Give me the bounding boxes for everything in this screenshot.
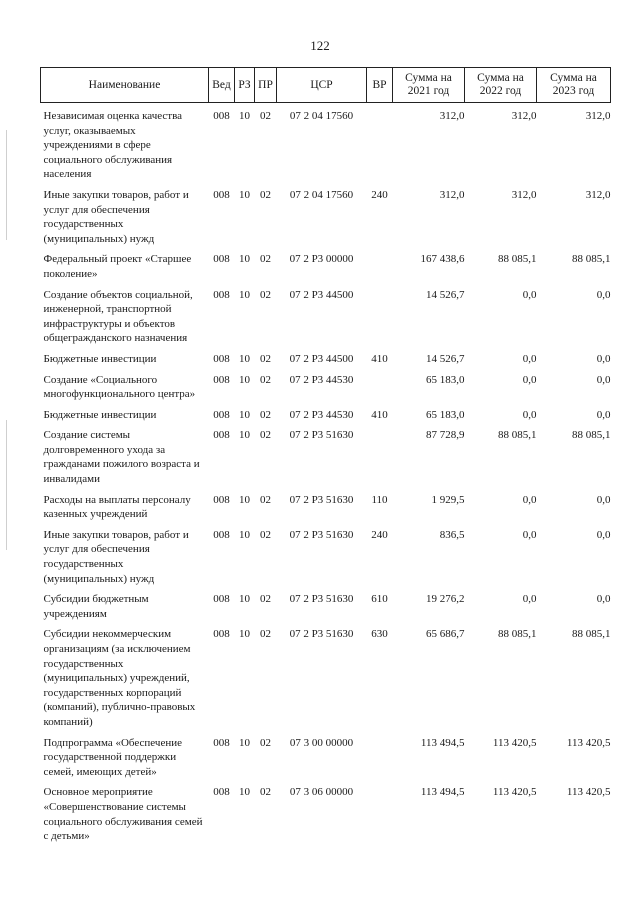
row-pr: 02 bbox=[260, 736, 271, 749]
row-rz: 10 bbox=[239, 736, 250, 749]
row-sum-2023: 88 085,1 bbox=[572, 429, 611, 442]
row-pr: 02 bbox=[260, 493, 271, 506]
row-pr: 02 bbox=[260, 373, 271, 386]
table-header-row bbox=[41, 68, 611, 103]
header-name: Наименование bbox=[41, 68, 209, 103]
row-rz: 10 bbox=[239, 786, 250, 799]
table-row bbox=[41, 428, 611, 486]
row-vr bbox=[367, 736, 393, 780]
row-ved: 008 bbox=[213, 736, 230, 749]
row-pr: 02 bbox=[260, 352, 271, 365]
row-sum-2023: 312,0 bbox=[585, 110, 611, 122]
row-vr: 610 bbox=[371, 593, 388, 606]
row-sum-2023: 0,0 bbox=[596, 408, 611, 421]
table-row bbox=[41, 288, 611, 346]
row-ved: 008 bbox=[213, 786, 230, 799]
row-rz: 10 bbox=[239, 373, 250, 386]
row-pr: 02 bbox=[260, 408, 271, 421]
row-sum-2022: 0,0 bbox=[522, 593, 537, 606]
header-rz: РЗ bbox=[235, 68, 255, 103]
row-sum-2021: 113 494,5 bbox=[420, 786, 465, 799]
row-rz: 10 bbox=[239, 493, 250, 506]
row-vr: 410 bbox=[371, 352, 388, 365]
header-sum-2022: Сумма на 2022 год bbox=[465, 68, 537, 103]
row-sum-2023: 88 085,1 bbox=[572, 253, 611, 266]
row-vr: 630 bbox=[371, 628, 388, 641]
table-row bbox=[41, 188, 611, 246]
row-sum-2023: 113 420,5 bbox=[566, 786, 611, 799]
row-name: Создание системы долговременного ухода за гражданами пожилого возраста и инвалидами bbox=[43, 429, 200, 486]
row-sum-2022: 88 085,1 bbox=[498, 429, 537, 442]
row-sum-2021: 312,0 bbox=[439, 188, 465, 201]
row-sum-2023: 113 420,5 bbox=[566, 736, 611, 749]
row-ved: 008 bbox=[213, 528, 230, 541]
row-name: Создание «Социального многофункционального центра» bbox=[43, 373, 196, 401]
row-pr: 02 bbox=[260, 253, 271, 266]
row-ved: 008 bbox=[213, 628, 230, 641]
row-csr: 07 2 P3 44530 bbox=[289, 373, 354, 386]
row-sum-2021: 19 276,2 bbox=[426, 593, 465, 606]
row-sum-2021: 113 494,5 bbox=[420, 736, 465, 749]
row-csr: 07 2 P3 00000 bbox=[289, 253, 354, 266]
row-csr: 07 3 00 00000 bbox=[289, 736, 354, 749]
table-body bbox=[41, 103, 611, 844]
row-csr: 07 2 P3 44500 bbox=[289, 352, 354, 365]
row-sum-2021: 14 526,7 bbox=[426, 288, 465, 301]
table-row bbox=[41, 109, 611, 182]
row-sum-2021: 65 686,7 bbox=[426, 628, 465, 641]
header-sum-2021: Сумма на 2021 год bbox=[393, 68, 465, 103]
row-pr: 02 bbox=[260, 188, 271, 201]
row-sum-2022: 0,0 bbox=[522, 352, 537, 365]
row-name: Расходы на выплаты персоналу казенных учреждений bbox=[43, 493, 191, 521]
row-ved: 008 bbox=[213, 493, 230, 506]
scan-edge-mark bbox=[6, 420, 7, 550]
row-sum-2022: 0,0 bbox=[522, 528, 537, 541]
row-sum-2021: 312,0 bbox=[439, 110, 465, 122]
row-sum-2023: 88 085,1 bbox=[572, 628, 611, 641]
row-csr: 07 2 P3 51630 bbox=[289, 528, 354, 541]
row-ved: 008 bbox=[213, 429, 230, 442]
table-row bbox=[41, 408, 611, 423]
page-number: 122 bbox=[310, 38, 330, 53]
row-sum-2022: 0,0 bbox=[522, 493, 537, 506]
row-rz: 10 bbox=[239, 593, 250, 606]
header-vr: ВР bbox=[367, 68, 393, 103]
row-name: Субсидии бюджетным учреждениям bbox=[43, 593, 149, 620]
row-csr: 07 2 P3 51630 bbox=[289, 429, 354, 442]
table-row bbox=[41, 493, 611, 522]
row-vr bbox=[367, 109, 393, 182]
row-rz: 10 bbox=[239, 429, 250, 442]
row-ved: 008 bbox=[213, 593, 230, 606]
row-vr bbox=[367, 252, 393, 281]
row-pr: 02 bbox=[260, 288, 271, 301]
table-row bbox=[41, 592, 611, 621]
row-sum-2023: 0,0 bbox=[596, 493, 611, 506]
row-sum-2021: 14 526,7 bbox=[426, 352, 465, 365]
row-rz: 10 bbox=[239, 288, 250, 301]
row-pr: 02 bbox=[260, 786, 271, 799]
row-sum-2022: 88 085,1 bbox=[498, 253, 537, 266]
row-ved: 008 bbox=[213, 373, 230, 386]
row-pr: 02 bbox=[260, 110, 271, 122]
row-sum-2021: 65 183,0 bbox=[426, 373, 465, 386]
row-vr bbox=[367, 785, 393, 843]
row-sum-2021: 167 438,6 bbox=[420, 253, 465, 266]
row-sum-2021: 87 728,9 bbox=[426, 429, 465, 442]
row-name: Субсидии некоммерческим организациям (за исключением государственных (муниципальных) учреждений, государственных корпораций (компаний), публично-правовых компаний) bbox=[43, 628, 196, 728]
row-rz: 10 bbox=[239, 253, 250, 266]
row-csr: 07 2 P3 51630 bbox=[289, 593, 354, 606]
row-ved: 008 bbox=[213, 408, 230, 421]
row-sum-2023: 0,0 bbox=[596, 593, 611, 606]
row-sum-2023: 0,0 bbox=[596, 373, 611, 386]
row-name: Подпрограмма «Обеспечение государственной поддержки семей, имеющих детей» bbox=[43, 736, 182, 778]
row-sum-2022: 0,0 bbox=[522, 373, 537, 386]
row-vr bbox=[367, 428, 393, 486]
row-pr: 02 bbox=[260, 593, 271, 606]
table-row bbox=[41, 736, 611, 780]
table-row bbox=[41, 352, 611, 367]
row-vr: 410 bbox=[371, 408, 388, 421]
table-row bbox=[41, 252, 611, 281]
row-name: Основное мероприятие «Совершенствование системы социального обслуживания семей с детьми» bbox=[43, 786, 203, 843]
row-sum-2022: 0,0 bbox=[522, 288, 537, 301]
row-rz: 10 bbox=[239, 408, 250, 421]
row-sum-2023: 0,0 bbox=[596, 288, 611, 301]
table-row bbox=[41, 627, 611, 729]
row-sum-2021: 836,5 bbox=[439, 528, 465, 541]
row-csr: 07 2 P3 44530 bbox=[289, 408, 354, 421]
table-row bbox=[41, 528, 611, 586]
header-pr: ПР bbox=[255, 68, 277, 103]
row-pr: 02 bbox=[260, 528, 271, 541]
row-rz: 10 bbox=[239, 628, 250, 641]
row-name: Бюджетные инвестиции bbox=[43, 352, 157, 365]
row-sum-2021: 65 183,0 bbox=[426, 408, 465, 421]
row-ved: 008 bbox=[213, 288, 230, 301]
row-rz: 10 bbox=[239, 188, 250, 201]
row-ved: 008 bbox=[213, 352, 230, 365]
row-vr bbox=[367, 373, 393, 402]
header-sum-2023: Сумма на 2023 год bbox=[537, 68, 611, 103]
row-sum-2023: 312,0 bbox=[585, 188, 611, 201]
row-name: Федеральный проект «Старшее поколение» bbox=[43, 253, 192, 280]
row-vr bbox=[367, 288, 393, 346]
row-csr: 07 2 04 17560 bbox=[289, 110, 354, 122]
row-pr: 02 bbox=[260, 429, 271, 442]
row-sum-2022: 113 420,5 bbox=[492, 736, 537, 749]
row-vr: 240 bbox=[371, 528, 388, 541]
row-rz: 10 bbox=[239, 110, 250, 122]
row-name: Независимая оценка качества услуг, оказываемых учреждениями в сфере социального обслуживания населения bbox=[43, 110, 183, 181]
row-sum-2023: 0,0 bbox=[596, 528, 611, 541]
row-vr: 110 bbox=[371, 493, 388, 506]
row-sum-2022: 88 085,1 bbox=[498, 628, 537, 641]
row-pr: 02 bbox=[260, 628, 271, 641]
row-sum-2021: 1 929,5 bbox=[431, 493, 465, 506]
row-sum-2022: 0,0 bbox=[522, 408, 537, 421]
row-name: Создание объектов социальной, инженерной, транспортной инфраструктуры и объектов общегражданского назначения bbox=[43, 288, 193, 345]
row-ved: 008 bbox=[213, 253, 230, 266]
budget-table bbox=[40, 67, 611, 844]
row-ved: 008 bbox=[213, 188, 230, 201]
row-rz: 10 bbox=[239, 352, 250, 365]
row-csr: 07 3 06 00000 bbox=[289, 786, 354, 799]
row-sum-2023: 0,0 bbox=[596, 352, 611, 365]
header-csr: ЦСР bbox=[277, 68, 367, 103]
row-name: Иные закупки товаров, работ и услуг для обеспечения государственных (муниципальных) нужд bbox=[43, 528, 189, 585]
header-ved: Вед bbox=[209, 68, 235, 103]
row-sum-2022: 113 420,5 bbox=[492, 786, 537, 799]
row-ved: 008 bbox=[213, 110, 230, 122]
table-row bbox=[41, 373, 611, 402]
table-row bbox=[41, 785, 611, 843]
row-sum-2022: 312,0 bbox=[511, 110, 537, 122]
row-csr: 07 2 04 17560 bbox=[289, 188, 354, 201]
row-csr: 07 2 P3 44500 bbox=[289, 288, 354, 301]
row-vr: 240 bbox=[371, 188, 388, 201]
row-csr: 07 2 P3 51630 bbox=[289, 493, 354, 506]
row-name: Бюджетные инвестиции bbox=[43, 408, 157, 421]
row-csr: 07 2 P3 51630 bbox=[289, 628, 354, 641]
scan-edge-mark bbox=[6, 130, 7, 240]
row-rz: 10 bbox=[239, 528, 250, 541]
row-name: Иные закупки товаров, работ и услуг для обеспечения государственных (муниципальных) нужд bbox=[43, 188, 189, 245]
row-sum-2022: 312,0 bbox=[511, 188, 537, 201]
